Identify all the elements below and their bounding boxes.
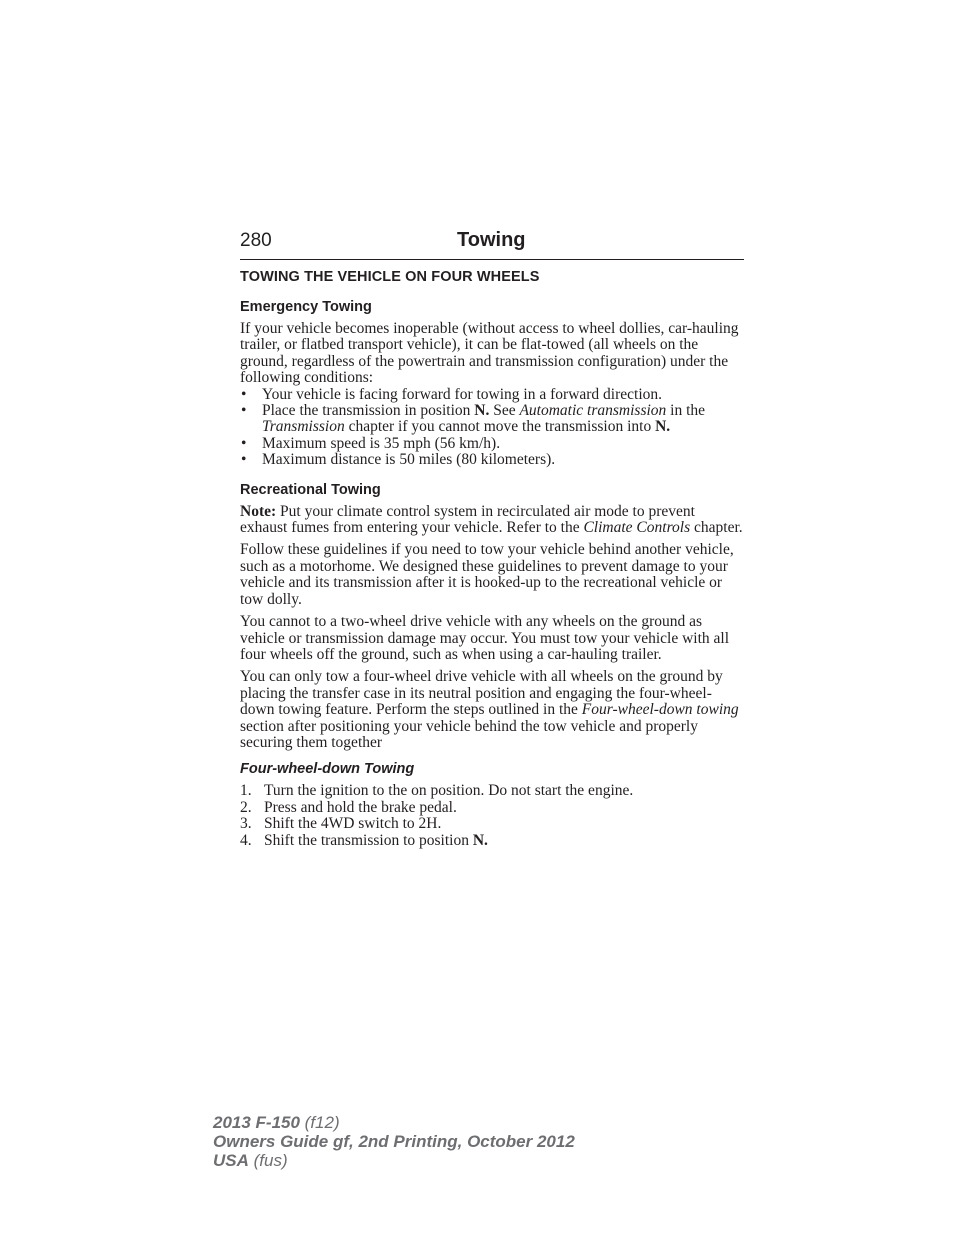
step-item: 1. Turn the ignition to the on position. Do not start the engine. [240, 782, 634, 800]
footer-line-market: USA (fus) [213, 1151, 288, 1170]
four-wheel-down-steps [240, 783, 744, 849]
section-title: TOWING THE VEHICLE ON FOUR WHEELS [240, 269, 540, 285]
step-item: 4. Shift the transmission to position N. [240, 831, 488, 849]
footer-line-printing: Owners Guide gf, 2nd Printing, October 2012 [213, 1132, 575, 1151]
paragraph: You can only tow a four-wheel drive vehicle with all wheels on the ground by placing the transfer case in its neutral position and engaging the four-wheel-down towing feature. Perform the steps outlined in the Four-wheel-down towing section after positioning your vehicle behind the tow vehicle and properly securing them together [240, 668, 739, 751]
bullet: • [241, 451, 247, 469]
list-item: • Maximum speed is 35 mph (56 km/h). [241, 434, 501, 452]
cross-reference: Automatic transmission [519, 402, 667, 420]
footer-line-model: 2013 F-150 (f12) [213, 1113, 340, 1132]
bullet: • [241, 385, 247, 403]
four-wheel-down-heading: Four-wheel-down Towing [240, 761, 415, 778]
step-item: 2. Press and hold the brake pedal. [240, 798, 457, 816]
paragraph: Follow these guidelines if you need to tow your vehicle behind another vehicle, such as a motorhome. We designed these guidelines to prevent damage to your vehicle and its transmission after it is hooked-up to the recreational vehicle or tow dolly. [240, 541, 734, 608]
list-item: • Your vehicle is facing forward for towing in a forward direction. [241, 385, 663, 403]
list-item: • Place the transmission in position N. See Automatic transmission in the Transmission chapter if you cannot move the transmission into N. [241, 402, 706, 436]
page-header [240, 226, 744, 260]
list-item: • Maximum distance is 50 miles (80 kilometers). [241, 451, 556, 469]
bullet: • [241, 402, 247, 420]
cross-reference: Climate Controls [583, 519, 691, 537]
emergency-conditions-list [240, 387, 744, 469]
cross-reference: Four-wheel-down towing [581, 701, 739, 719]
bullet: • [241, 434, 247, 452]
paragraph: You cannot to a two-wheel drive vehicle with any wheels on the ground as vehicle or transmission damage may occur. You must tow your vehicle with all four wheels off the ground, such as when using a car-hauling trailer. [240, 613, 730, 663]
note-label: Note: [240, 502, 277, 520]
page-number: 280 [240, 230, 272, 251]
recreational-towing-heading: Recreational Towing [240, 481, 381, 498]
manual-page [240, 226, 744, 849]
page-footer [213, 1113, 575, 1170]
cross-reference: Transmission [262, 418, 345, 436]
chapter-title: Towing [457, 229, 526, 251]
emergency-intro: If your vehicle becomes inoperable (without access to wheel dollies, car-hauling trailer, or flatbed transport vehicle), it can be flat-towed (all wheels on the ground, regardless of the powertrain and transmission configuration) under the following conditions: [240, 320, 739, 387]
step-item: 3. Shift the 4WD switch to 2H. [240, 815, 442, 833]
note-paragraph: Note: Put your climate control system in recirculated air mode to prevent exhaust fumes from entering your vehicle. Refer to the Climate Controls chapter. [240, 502, 743, 537]
emergency-towing-heading: Emergency Towing [240, 299, 372, 315]
